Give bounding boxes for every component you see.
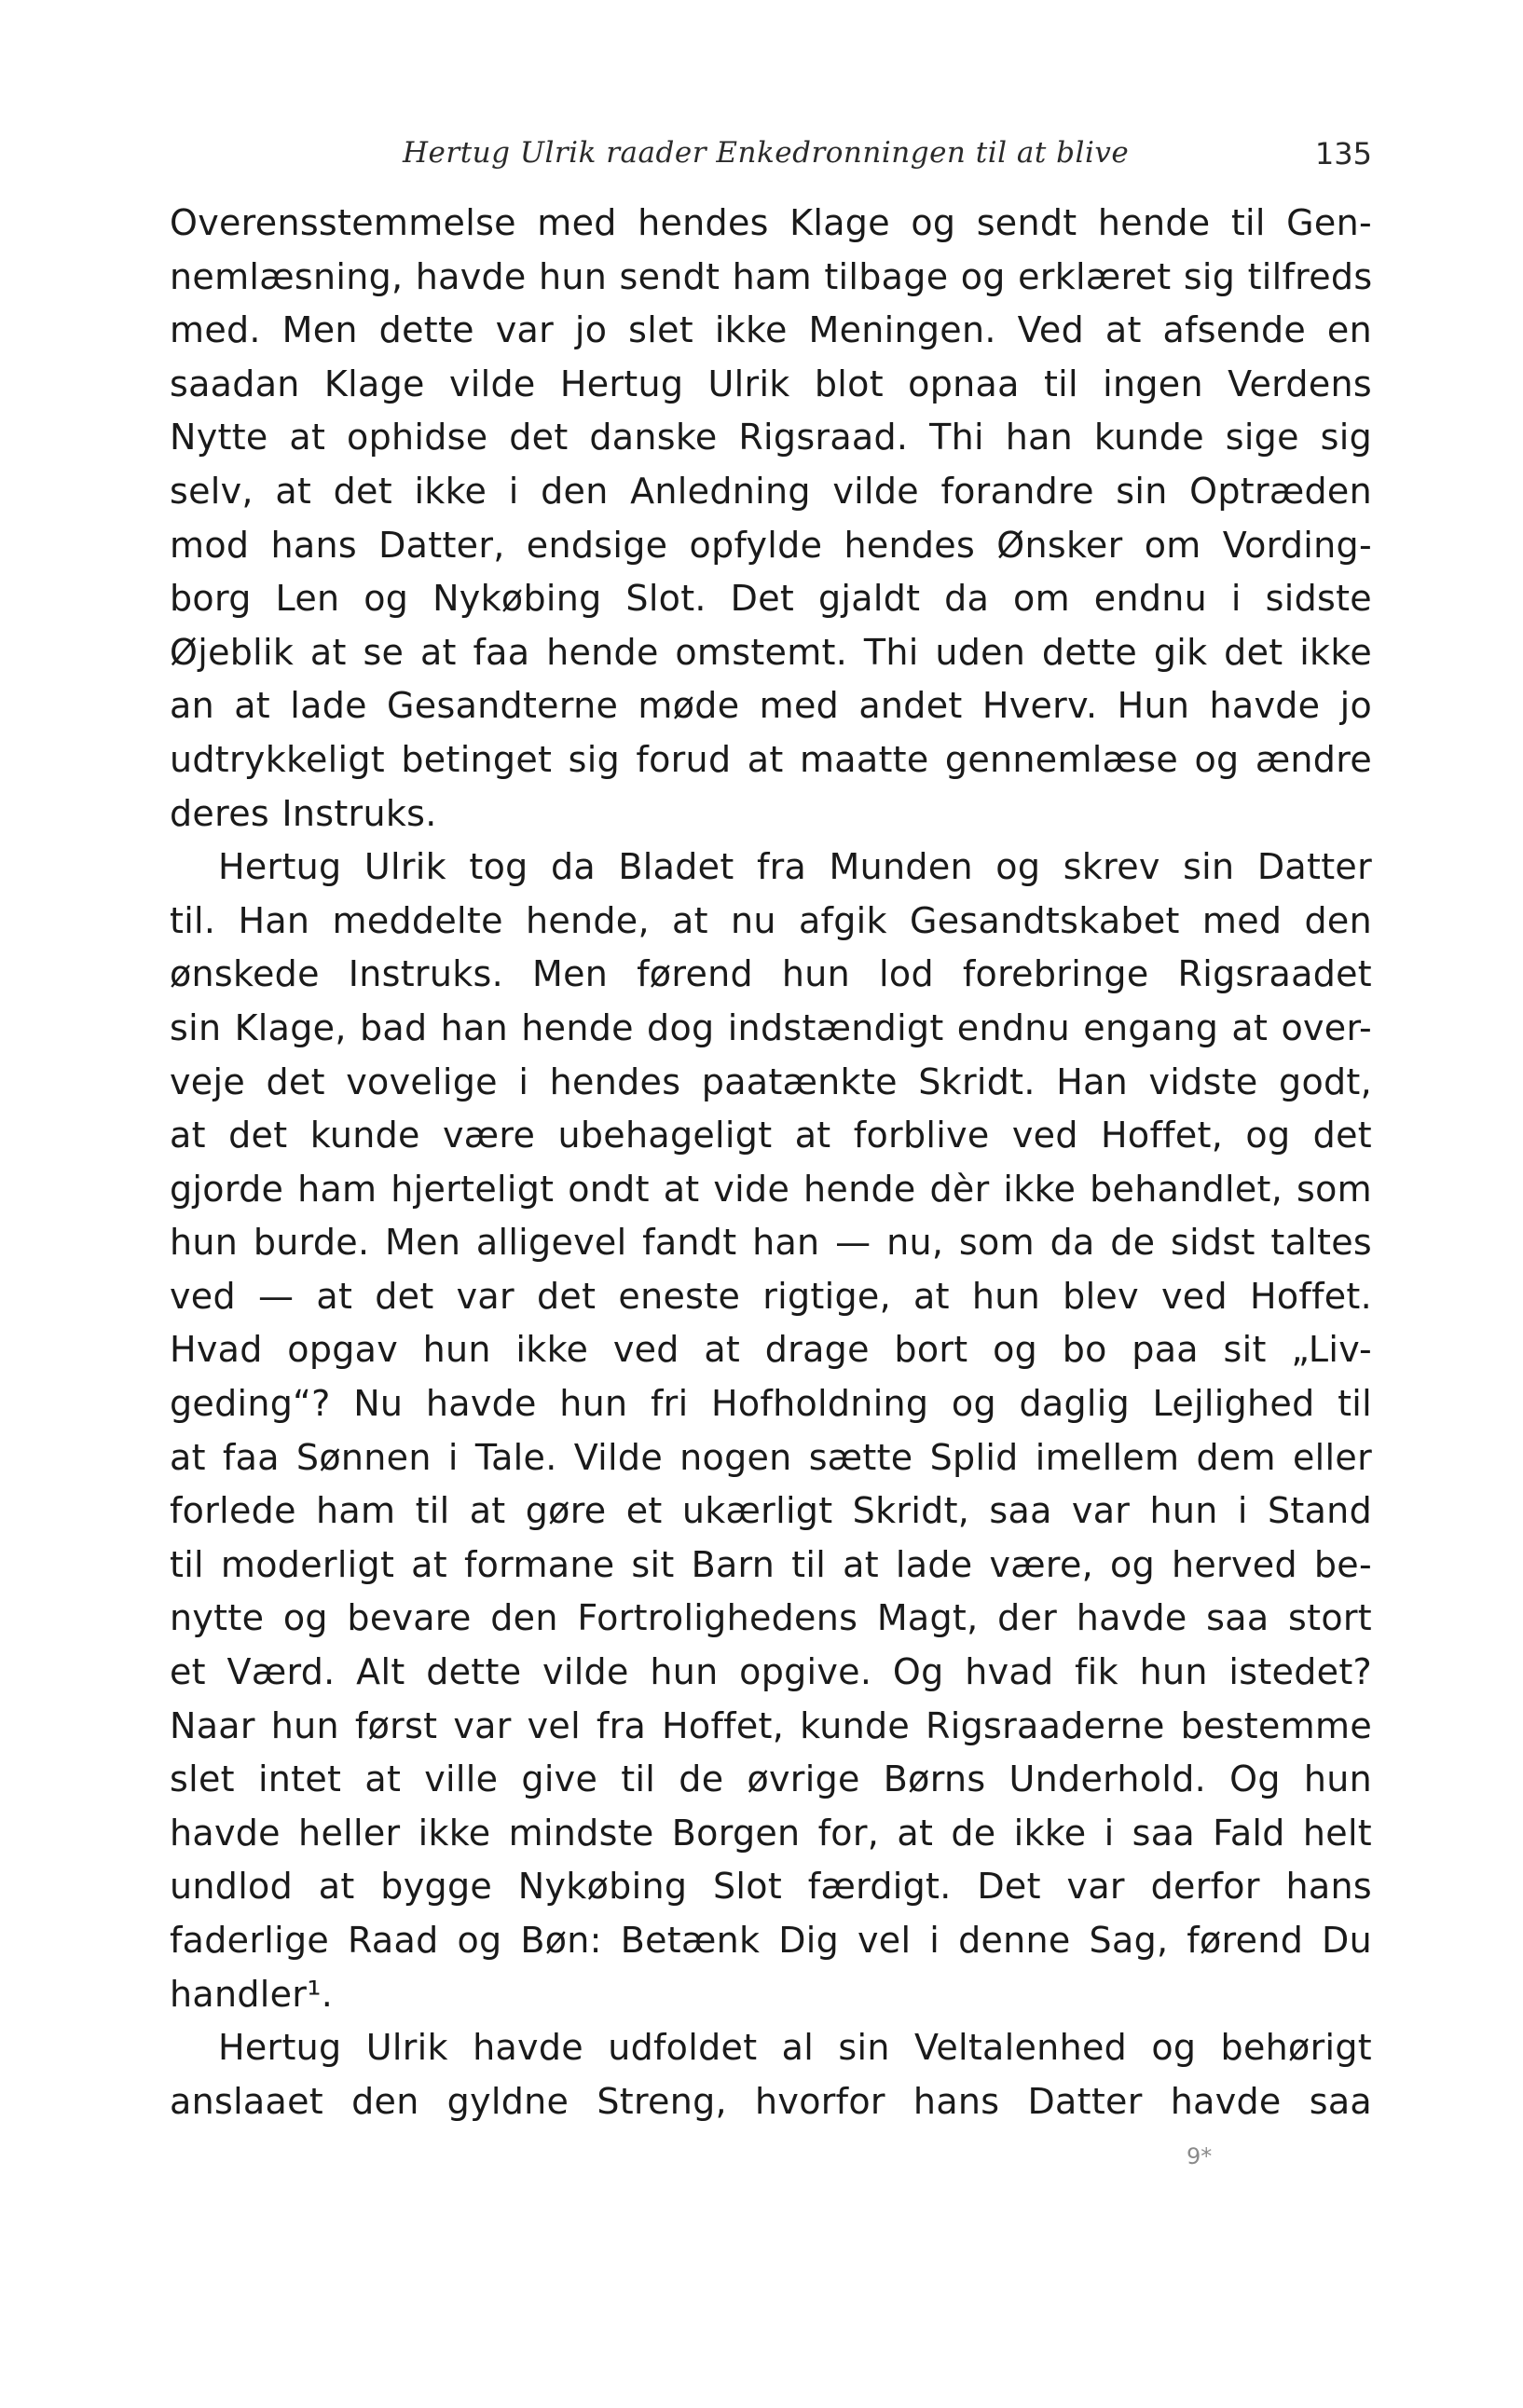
paragraph-end-line: handler¹. <box>170 1973 334 2015</box>
text-line: ønskede Instruks. Men førend hun lod forebringe Rigsraadet <box>170 953 1372 995</box>
paragraph-first-line: Hertug Ulrik havde udfoldet al sin Veltalenhed og behørigt <box>218 2027 1372 2069</box>
text-line: nytte og bevare den Fortrolighedens Magt, der havde saa stort <box>170 1597 1372 1639</box>
text-line: hun burde. Men alligevel fandt han — nu, som da de sidst taltes <box>170 1222 1372 1264</box>
text-line: faderlige Raad og Bøn: Betænk Dig vel i denne Sag, førend Du <box>170 1920 1372 1961</box>
text-line: udtrykkeligt betinget sig forud at maatte gennemlæse og ændre <box>170 738 1372 780</box>
text-line: an at lade Gesandterne møde med andet Hverv. Hun havde jo <box>170 685 1372 727</box>
text-line: slet intet at ville give til de øvrige Børns Underhold. Og hun <box>170 1758 1372 1800</box>
text-line: til. Han meddelte hende, at nu afgik Gesandtskabet med den <box>170 899 1372 941</box>
text-line: mod hans Datter, endsige opfylde hendes Ønsker om Vording- <box>170 524 1372 566</box>
page-number: 135 <box>1314 136 1372 171</box>
text-line: geding“? Nu havde hun fri Hofholdning og daglig Lejlighed til <box>170 1383 1372 1425</box>
text-line: undlod at bygge Nykøbing Slot færdigt. Det var derfor hans <box>170 1866 1372 1908</box>
paragraph-first-line: Hertug Ulrik tog da Bladet fra Munden og skrev sin Datter <box>218 846 1372 888</box>
text-line: Øjeblik at se at faa hende omstemt. Thi uden dette gik det ikke <box>170 631 1372 673</box>
text-line: at faa Sønnen i Tale. Vilde nogen sætte Splid imellem dem eller <box>170 1436 1372 1478</box>
text-line: havde heller ikke mindste Borgen for, at de ikke i saa Fald helt <box>170 1812 1372 1854</box>
text-line: ved — at det var det eneste rigtige, at hun blev ved Hoffet. <box>170 1275 1372 1317</box>
running-title: Hertug Ulrik raader Enkedronningen til at blive <box>403 136 1130 170</box>
text-line: selv, at det ikke i den Anledning vilde forandre sin Optræden <box>170 470 1372 512</box>
text-line: Hvad opgav hun ikke ved at drage bort og bo paa sit „Liv- <box>170 1329 1372 1371</box>
text-line: Overensstemmelse med hendes Klage og sendt hende til Gen- <box>170 202 1372 243</box>
text-line: at det kunde være ubehageligt at forblive ved Hoffet, og det <box>170 1115 1372 1156</box>
text-line: et Værd. Alt dette vilde hun opgive. Og hvad fik hun istedet? <box>170 1651 1372 1693</box>
signature-mark: 9* <box>1187 2143 1213 2169</box>
running-head <box>170 136 1372 173</box>
text-line: til moderligt at formane sit Barn til at lade være, og herved be- <box>170 1543 1372 1585</box>
paragraph-end-line: deres Instruks. <box>170 792 437 834</box>
text-line: borg Len og Nykøbing Slot. Det gjaldt da om endnu i sidste <box>170 578 1372 620</box>
body-text <box>170 197 1372 2128</box>
text-line: nemlæsning, havde hun sendt ham tilbage og erklæret sig tilfreds <box>170 255 1373 297</box>
text-line: Nytte at ophidse det danske Rigsraad. Thi han kunde sige sig <box>170 417 1372 458</box>
text-line: anslaaet den gyldne Streng, hvorfor hans Datter havde saa <box>170 2080 1372 2122</box>
text-line: Naar hun først var vel fra Hoffet, kunde Rigsraaderne bestemme <box>170 1704 1372 1746</box>
text-line: gjorde ham hjerteligt ondt at vide hende dèr ikke behandlet, som <box>170 1168 1372 1210</box>
text-line: forlede ham til at gøre et ukærligt Skridt, saa var hun i Stand <box>170 1490 1372 1532</box>
text-line: veje det vovelige i hendes paatænkte Skridt. Han vidste godt, <box>170 1060 1372 1102</box>
text-line: sin Klage, bad han hende dog indstændigt endnu engang at over- <box>170 1006 1372 1048</box>
text-line: saadan Klage vilde Hertug Ulrik blot opnaa til ingen Verdens <box>170 363 1372 404</box>
text-line: med. Men dette var jo slet ikke Meningen. Ved at afsende en <box>170 309 1372 351</box>
